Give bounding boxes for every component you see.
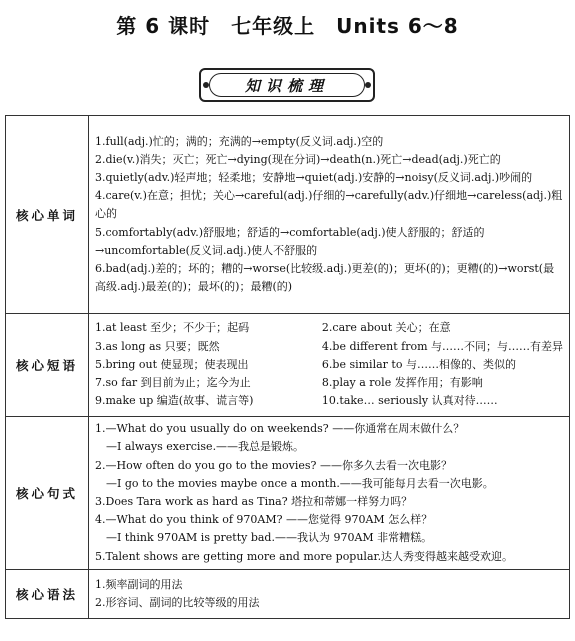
phrase-item: 7.so far 到目前为止；迄今为止 — [95, 376, 251, 390]
knowledge-table — [5, 115, 570, 619]
label-words: 核心单词 — [6, 116, 89, 314]
banner-label: 知识梳理 — [209, 73, 365, 97]
grammar-line: 2.形容词、副词的比较等级的用法 — [95, 596, 260, 609]
phrase-item: 1.at least 至少；不少于；起码 — [95, 321, 250, 335]
grammar-line: 1.频率副词的用法 — [95, 577, 183, 591]
sentence-line: 5.Talent shows are getting more and more popular.达人秀变得越来越受欢迎。 — [95, 549, 514, 563]
sentence-line: 3.Does Tara work as hard as Tina? 塔拉和蒂娜一样努力吗？ — [95, 495, 413, 508]
word-line: 4.care(v.)在意；担忧；关心→careful(adj.)仔细的→carefully(adv.)仔细地→careless(adj.)粗心的 — [95, 189, 563, 221]
banner-dot-right — [365, 82, 371, 88]
phrase-item: 9.make up 编造(故事、谎言等) — [95, 394, 254, 408]
phrase-item: 6.be similar to 与……相像的、类似的 — [321, 357, 516, 371]
row-sentences — [6, 417, 570, 570]
sentence-line: —I go to the movies maybe once a month.——我可能每月去看一次电影。 — [106, 476, 494, 490]
row-grammar — [6, 570, 570, 619]
phrase-item: 4.be different from 与……不同；与……有差异 — [321, 339, 563, 353]
label-phrases: 核心短语 — [6, 314, 89, 417]
phrase-item: 5.bring out 使显现；使表现出 — [95, 357, 249, 371]
sentence-line: —I always exercise.——我总是锻炼。 — [106, 440, 305, 454]
sentences-content — [89, 417, 570, 570]
sentence-line: 4.—What do you think of 970AM? ——您觉得 970AM 怎么样？ — [95, 513, 433, 527]
label-sentences: 核心句式 — [6, 417, 89, 570]
word-line: 5.comfortably(adv.)舒服地；舒适的→comfortable(adj.)使人舒服的；舒适的→uncomfortable(反义词.adj.)使人不舒服的 — [95, 225, 485, 257]
phrase-item: 3.as long as 只要；既然 — [95, 339, 220, 353]
phrases-content — [89, 314, 570, 417]
word-line: 1.full(adj.)忙的；满的；充满的→empty(反义词.adj.)空的 — [95, 134, 384, 148]
word-line: 3.quietly(adv.)轻声地；轻柔地；安静地→quiet(adj.)安静的→noisy(反义词.adj.)吵闹的 — [95, 170, 533, 184]
grammar-content — [89, 570, 570, 619]
page-title: 第 6 课时 七年级上 Units 6～8 — [116, 14, 459, 38]
section-banner — [199, 68, 375, 102]
phrase-item: 2.care about 关心；在意 — [321, 321, 451, 335]
words-content — [89, 116, 570, 314]
row-words — [6, 116, 570, 314]
phrase-item: 10.take… seriously 认真对待…… — [321, 394, 498, 408]
phrase-item: 8.play a role 发挥作用；有影响 — [321, 376, 483, 390]
label-grammar: 核心语法 — [6, 570, 89, 619]
word-line: 2.die(v.)消失；灭亡；死亡→dying(现在分词)→death(n.)死亡→dead(adj.)死亡的 — [95, 152, 501, 166]
sentence-line: 1.—What do you usually do on weekends? ——你通常在周末做什么？ — [95, 422, 465, 436]
sentence-line: 2.—How often do you go to the movies? ——你多久去看一次电影？ — [95, 458, 452, 472]
sentence-line: —I think 970AM is pretty bad.——我认为 970AM 非常糟糕。 — [106, 531, 433, 545]
word-line: 6.bad(adj.)差的；坏的；糟的→worse(比较级.adj.)更差(的)；更坏(的)；更糟(的)→worst(最高级.adj.)最差(的)；最坏(的)；最糟(的) — [95, 262, 555, 294]
row-phrases — [6, 314, 570, 417]
